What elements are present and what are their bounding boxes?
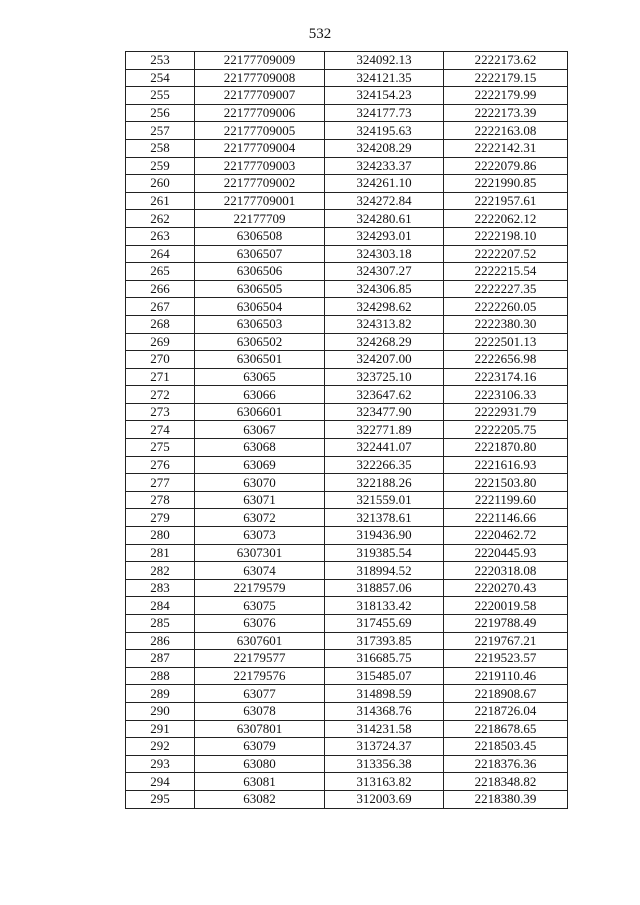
- row-index-cell: 290: [126, 702, 195, 720]
- point-id-cell: 6306507: [195, 245, 325, 263]
- y-coordinate-cell: 2218726.04: [444, 702, 568, 720]
- point-id-cell: 22177709003: [195, 157, 325, 175]
- x-coordinate-cell: 324121.35: [325, 69, 444, 87]
- row-index-cell: 282: [126, 562, 195, 580]
- row-index-cell: 272: [126, 386, 195, 404]
- table-row: [126, 122, 568, 140]
- point-id-cell: 63078: [195, 702, 325, 720]
- x-coordinate-cell: 316685.75: [325, 650, 444, 668]
- y-coordinate-cell: 2220270.43: [444, 579, 568, 597]
- point-id-cell: 22177709005: [195, 122, 325, 140]
- row-index-cell: 261: [126, 192, 195, 210]
- table-row: [126, 790, 568, 808]
- row-index-cell: 287: [126, 650, 195, 668]
- point-id-cell: 63065: [195, 368, 325, 386]
- point-id-cell: 6307801: [195, 720, 325, 738]
- x-coordinate-cell: 324313.82: [325, 315, 444, 333]
- row-index-cell: 295: [126, 790, 195, 808]
- point-id-cell: 22177709: [195, 210, 325, 228]
- y-coordinate-cell: 2219767.21: [444, 632, 568, 650]
- row-index-cell: 260: [126, 175, 195, 193]
- row-index-cell: 264: [126, 245, 195, 263]
- point-id-cell: 6306508: [195, 227, 325, 245]
- row-index-cell: 279: [126, 509, 195, 527]
- table-row: [126, 562, 568, 580]
- y-coordinate-cell: 2218908.67: [444, 685, 568, 703]
- x-coordinate-cell: 319385.54: [325, 544, 444, 562]
- y-coordinate-cell: 2222656.98: [444, 351, 568, 369]
- x-coordinate-cell: 319436.90: [325, 527, 444, 545]
- table-body: [126, 52, 568, 809]
- point-id-cell: 22177709008: [195, 69, 325, 87]
- table-row: [126, 509, 568, 527]
- y-coordinate-cell: 2220462.72: [444, 527, 568, 545]
- x-coordinate-cell: 324154.23: [325, 87, 444, 105]
- point-id-cell: 22177709006: [195, 104, 325, 122]
- row-index-cell: 269: [126, 333, 195, 351]
- point-id-cell: 63081: [195, 773, 325, 791]
- point-id-cell: 63079: [195, 738, 325, 756]
- table-row: [126, 527, 568, 545]
- y-coordinate-cell: 2222931.79: [444, 403, 568, 421]
- table-row: [126, 544, 568, 562]
- table-row: [126, 615, 568, 633]
- y-coordinate-cell: 2222179.99: [444, 87, 568, 105]
- row-index-cell: 293: [126, 755, 195, 773]
- table-row: [126, 439, 568, 457]
- x-coordinate-cell: 324233.37: [325, 157, 444, 175]
- coordinates-table: [125, 51, 568, 809]
- y-coordinate-cell: 2222380.30: [444, 315, 568, 333]
- y-coordinate-cell: 2222179.15: [444, 69, 568, 87]
- y-coordinate-cell: 2222173.39: [444, 104, 568, 122]
- point-id-cell: 63070: [195, 474, 325, 492]
- x-coordinate-cell: 313356.38: [325, 755, 444, 773]
- point-id-cell: 22179579: [195, 579, 325, 597]
- table-row: [126, 632, 568, 650]
- point-id-cell: 63082: [195, 790, 325, 808]
- x-coordinate-cell: 324195.63: [325, 122, 444, 140]
- table-row: [126, 474, 568, 492]
- y-coordinate-cell: 2222198.10: [444, 227, 568, 245]
- y-coordinate-cell: 2221990.85: [444, 175, 568, 193]
- table-row: [126, 650, 568, 668]
- row-index-cell: 270: [126, 351, 195, 369]
- point-id-cell: 22179577: [195, 650, 325, 668]
- x-coordinate-cell: 321559.01: [325, 491, 444, 509]
- table-row: [126, 597, 568, 615]
- x-coordinate-cell: 314231.58: [325, 720, 444, 738]
- point-id-cell: 63076: [195, 615, 325, 633]
- row-index-cell: 278: [126, 491, 195, 509]
- x-coordinate-cell: 312003.69: [325, 790, 444, 808]
- y-coordinate-cell: 2223174.16: [444, 368, 568, 386]
- point-id-cell: 63073: [195, 527, 325, 545]
- y-coordinate-cell: 2222062.12: [444, 210, 568, 228]
- y-coordinate-cell: 2222260.05: [444, 298, 568, 316]
- point-id-cell: 22177709004: [195, 139, 325, 157]
- y-coordinate-cell: 2221199.60: [444, 491, 568, 509]
- point-id-cell: 63067: [195, 421, 325, 439]
- row-index-cell: 259: [126, 157, 195, 175]
- table-row: [126, 263, 568, 281]
- x-coordinate-cell: 324272.84: [325, 192, 444, 210]
- x-coordinate-cell: 323725.10: [325, 368, 444, 386]
- point-id-cell: 63066: [195, 386, 325, 404]
- x-coordinate-cell: 321378.61: [325, 509, 444, 527]
- x-coordinate-cell: 314898.59: [325, 685, 444, 703]
- point-id-cell: 6306505: [195, 280, 325, 298]
- row-index-cell: 262: [126, 210, 195, 228]
- point-id-cell: 22179576: [195, 667, 325, 685]
- page-number: 532: [308, 26, 332, 42]
- row-index-cell: 274: [126, 421, 195, 439]
- x-coordinate-cell: 324303.18: [325, 245, 444, 263]
- row-index-cell: 283: [126, 579, 195, 597]
- y-coordinate-cell: 2220318.08: [444, 562, 568, 580]
- table-row: [126, 421, 568, 439]
- row-index-cell: 292: [126, 738, 195, 756]
- table-row: [126, 245, 568, 263]
- row-index-cell: 267: [126, 298, 195, 316]
- row-index-cell: 258: [126, 139, 195, 157]
- y-coordinate-cell: 2222142.31: [444, 139, 568, 157]
- table-row: [126, 456, 568, 474]
- table-row: [126, 755, 568, 773]
- table-row: [126, 403, 568, 421]
- table-row: [126, 491, 568, 509]
- table-row: [126, 685, 568, 703]
- table-row: [126, 69, 568, 87]
- row-index-cell: 253: [126, 52, 195, 70]
- point-id-cell: 63072: [195, 509, 325, 527]
- y-coordinate-cell: 2223106.33: [444, 386, 568, 404]
- point-id-cell: 63071: [195, 491, 325, 509]
- point-id-cell: 6306601: [195, 403, 325, 421]
- row-index-cell: 266: [126, 280, 195, 298]
- y-coordinate-cell: 2219523.57: [444, 650, 568, 668]
- y-coordinate-cell: 2219110.46: [444, 667, 568, 685]
- table-row: [126, 667, 568, 685]
- x-coordinate-cell: 314368.76: [325, 702, 444, 720]
- y-coordinate-cell: 2222173.62: [444, 52, 568, 70]
- x-coordinate-cell: 323477.90: [325, 403, 444, 421]
- x-coordinate-cell: 318857.06: [325, 579, 444, 597]
- table-row: [126, 702, 568, 720]
- y-coordinate-cell: 2222207.52: [444, 245, 568, 263]
- point-id-cell: 6306503: [195, 315, 325, 333]
- x-coordinate-cell: 318994.52: [325, 562, 444, 580]
- row-index-cell: 273: [126, 403, 195, 421]
- y-coordinate-cell: 2222205.75: [444, 421, 568, 439]
- row-index-cell: 275: [126, 439, 195, 457]
- y-coordinate-cell: 2218376.36: [444, 755, 568, 773]
- x-coordinate-cell: 317455.69: [325, 615, 444, 633]
- y-coordinate-cell: 2222215.54: [444, 263, 568, 281]
- row-index-cell: 280: [126, 527, 195, 545]
- row-index-cell: 284: [126, 597, 195, 615]
- table-row: [126, 738, 568, 756]
- point-id-cell: 6306506: [195, 263, 325, 281]
- row-index-cell: 257: [126, 122, 195, 140]
- y-coordinate-cell: 2221957.61: [444, 192, 568, 210]
- x-coordinate-cell: 315485.07: [325, 667, 444, 685]
- table-row: [126, 192, 568, 210]
- x-coordinate-cell: 324261.10: [325, 175, 444, 193]
- point-id-cell: 22177709001: [195, 192, 325, 210]
- table-row: [126, 579, 568, 597]
- point-id-cell: 6306501: [195, 351, 325, 369]
- point-id-cell: 63068: [195, 439, 325, 457]
- x-coordinate-cell: 324298.62: [325, 298, 444, 316]
- x-coordinate-cell: 324092.13: [325, 52, 444, 70]
- point-id-cell: 22177709009: [195, 52, 325, 70]
- x-coordinate-cell: 324280.61: [325, 210, 444, 228]
- row-index-cell: 281: [126, 544, 195, 562]
- table-row: [126, 157, 568, 175]
- row-index-cell: 268: [126, 315, 195, 333]
- y-coordinate-cell: 2221146.66: [444, 509, 568, 527]
- table-row: [126, 351, 568, 369]
- point-id-cell: 6307301: [195, 544, 325, 562]
- table-row: [126, 175, 568, 193]
- x-coordinate-cell: 313724.37: [325, 738, 444, 756]
- row-index-cell: 255: [126, 87, 195, 105]
- point-id-cell: 63069: [195, 456, 325, 474]
- point-id-cell: 22177709002: [195, 175, 325, 193]
- row-index-cell: 265: [126, 263, 195, 281]
- point-id-cell: 63077: [195, 685, 325, 703]
- x-coordinate-cell: 324177.73: [325, 104, 444, 122]
- y-coordinate-cell: 2220445.93: [444, 544, 568, 562]
- y-coordinate-cell: 2220019.58: [444, 597, 568, 615]
- point-id-cell: 6307601: [195, 632, 325, 650]
- x-coordinate-cell: 322771.89: [325, 421, 444, 439]
- y-coordinate-cell: 2221870.80: [444, 439, 568, 457]
- table-row: [126, 368, 568, 386]
- y-coordinate-cell: 2221503.80: [444, 474, 568, 492]
- row-index-cell: 271: [126, 368, 195, 386]
- table-row: [126, 720, 568, 738]
- y-coordinate-cell: 2218348.82: [444, 773, 568, 791]
- row-index-cell: 276: [126, 456, 195, 474]
- x-coordinate-cell: 324307.27: [325, 263, 444, 281]
- y-coordinate-cell: 2222079.86: [444, 157, 568, 175]
- x-coordinate-cell: 313163.82: [325, 773, 444, 791]
- x-coordinate-cell: 324293.01: [325, 227, 444, 245]
- x-coordinate-cell: 324207.00: [325, 351, 444, 369]
- point-id-cell: 63074: [195, 562, 325, 580]
- y-coordinate-cell: 2222163.08: [444, 122, 568, 140]
- x-coordinate-cell: 322188.26: [325, 474, 444, 492]
- y-coordinate-cell: 2218503.45: [444, 738, 568, 756]
- row-index-cell: 285: [126, 615, 195, 633]
- x-coordinate-cell: 322266.35: [325, 456, 444, 474]
- table-row: [126, 773, 568, 791]
- point-id-cell: 63075: [195, 597, 325, 615]
- point-id-cell: 63080: [195, 755, 325, 773]
- row-index-cell: 254: [126, 69, 195, 87]
- y-coordinate-cell: 2221616.93: [444, 456, 568, 474]
- x-coordinate-cell: 323647.62: [325, 386, 444, 404]
- row-index-cell: 291: [126, 720, 195, 738]
- y-coordinate-cell: 2218678.65: [444, 720, 568, 738]
- table-row: [126, 280, 568, 298]
- table-row: [126, 104, 568, 122]
- x-coordinate-cell: 324208.29: [325, 139, 444, 157]
- row-index-cell: 294: [126, 773, 195, 791]
- x-coordinate-cell: 318133.42: [325, 597, 444, 615]
- row-index-cell: 277: [126, 474, 195, 492]
- y-coordinate-cell: 2219788.49: [444, 615, 568, 633]
- x-coordinate-cell: 324306.85: [325, 280, 444, 298]
- x-coordinate-cell: 324268.29: [325, 333, 444, 351]
- table-row: [126, 87, 568, 105]
- y-coordinate-cell: 2222501.13: [444, 333, 568, 351]
- table-row: [126, 298, 568, 316]
- table-row: [126, 210, 568, 228]
- y-coordinate-cell: 2218380.39: [444, 790, 568, 808]
- table-row: [126, 386, 568, 404]
- x-coordinate-cell: 317393.85: [325, 632, 444, 650]
- table-row: [126, 333, 568, 351]
- row-index-cell: 286: [126, 632, 195, 650]
- row-index-cell: 288: [126, 667, 195, 685]
- point-id-cell: 6306504: [195, 298, 325, 316]
- table-row: [126, 315, 568, 333]
- y-coordinate-cell: 2222227.35: [444, 280, 568, 298]
- row-index-cell: 263: [126, 227, 195, 245]
- table-row: [126, 139, 568, 157]
- point-id-cell: 22177709007: [195, 87, 325, 105]
- point-id-cell: 6306502: [195, 333, 325, 351]
- table-row: [126, 227, 568, 245]
- x-coordinate-cell: 322441.07: [325, 439, 444, 457]
- table-row: [126, 52, 568, 70]
- row-index-cell: 289: [126, 685, 195, 703]
- row-index-cell: 256: [126, 104, 195, 122]
